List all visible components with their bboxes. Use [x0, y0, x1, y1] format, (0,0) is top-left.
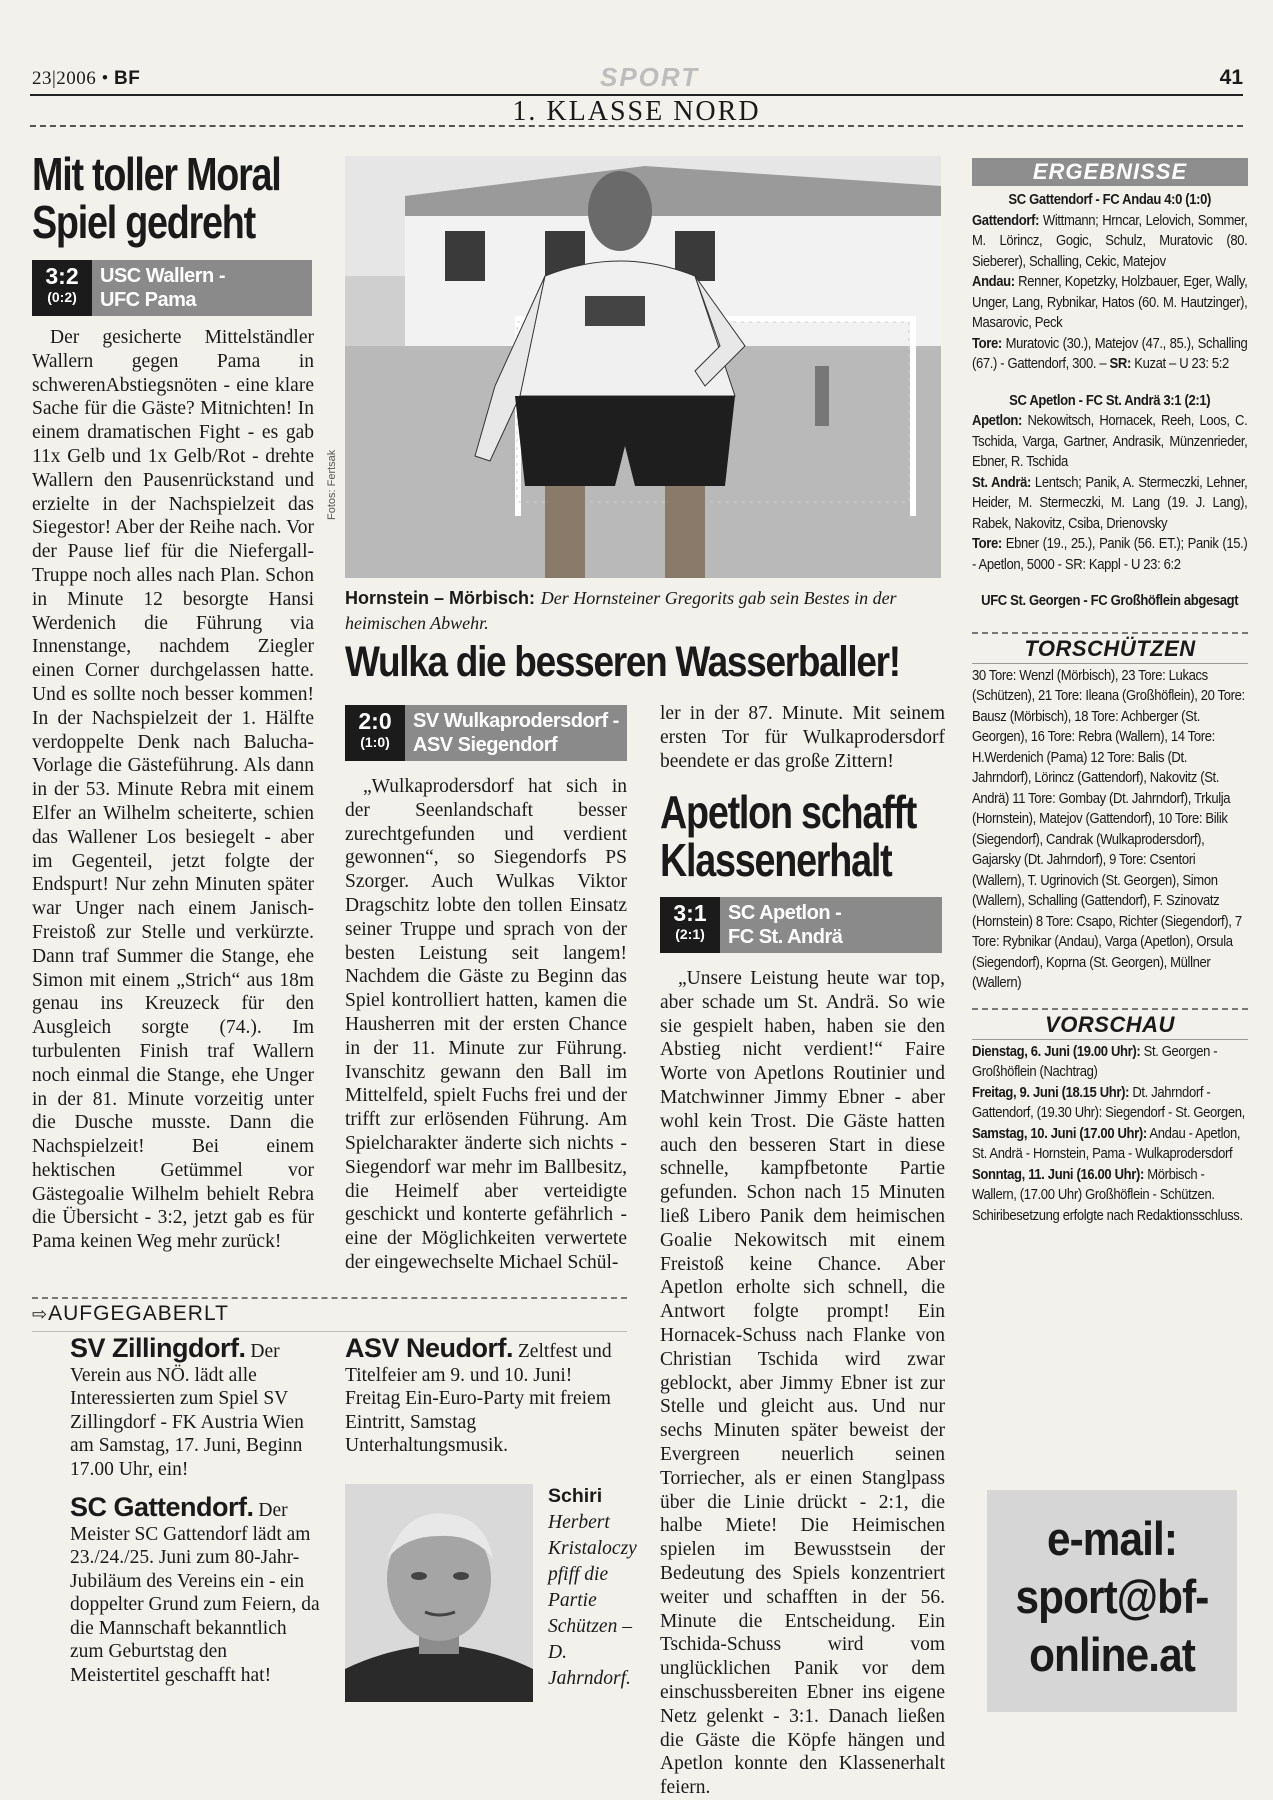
- team-away: UFC Pama: [100, 289, 197, 311]
- referee-photo: [345, 1484, 533, 1702]
- preview-item: Sonntag, 11. Juni (16.00 Uhr): Mörbisch - Wallern, (17.00 Uhr) Großhöflein - Schützen.: [972, 1166, 1215, 1203]
- preview-item: Samstag, 10. Juni (17.00 Uhr): Andau - Apetlon, St. Andrä - Hornstein, Pama - Wulkaprodersdorf: [972, 1125, 1241, 1162]
- photo-credit: Fotos: Fertsak: [326, 449, 338, 520]
- aufgegaberlt-divider: [32, 1297, 627, 1299]
- arrow-right-icon: ⇨: [32, 1304, 49, 1324]
- issue-date: 23|2006 • BF: [32, 68, 141, 89]
- preview-item: Dienstag, 6. Juni (19.00 Uhr): St. Georgen - Großhöflein (Nachtrag): [972, 1043, 1218, 1080]
- preview-list: [972, 1042, 1247, 1227]
- referee-caption: Schiri Herbert Kristaloczy pfiff die Partie Schützen – D. Jahrndorf.: [548, 1485, 637, 1689]
- page-number: 41: [1219, 66, 1243, 89]
- result-game: SC Apetlon - FC St. Andrä 3:1 (2:1) Apetlon: Nekowitsch, Hornacek, Reeh, Loos, C. Tschida, Varga, Gartner, Andrasik, Münzenrieder, Ebner, R. Tschida St. Andrä: Lentsch; Panik, A. Stermeczki, Lehner, Heider, M. Stermeczki, M. Lang (19. J. Lang), Rabek, Nakovitz, Csiba, Drienovsky Tore: Ebner (19., 25.), Panik (56. ET.); Panik (15.) - Apetlon, 5000 - SR: Kappl - U 23: 6:2: [972, 392, 1248, 573]
- team-home: SC Apetlon -: [728, 902, 842, 924]
- league-title: 1. KLASSE NORD: [512, 96, 761, 127]
- preview-note: Schiribesetzung erfolgte nach Redaktionsschluss.: [972, 1207, 1243, 1224]
- team-away: ASV Siegendorf: [413, 734, 558, 756]
- halftime-score: (1:0): [360, 734, 390, 750]
- match-photo: [345, 156, 941, 578]
- email-address[interactable]: e-mail: sport@bf- online.at: [1015, 1512, 1209, 1681]
- notice-item: ASV Neudorf. Zeltfest und Titelfeier am 9. und 10. Juni! Freitag Ein-Euro-Party mit freiem Eintritt, Samstag Unterhaltungsmusik.: [345, 1333, 612, 1456]
- aufgegaberlt-rule: [32, 1331, 627, 1332]
- publication-name: BF: [113, 68, 141, 89]
- article1-headline: Mit toller Moral Spiel gedreht: [32, 148, 281, 249]
- notice-item: SC Gattendorf. Der Meister SC Gattendorf lädt am 23./24./25. Juni zum 80-Jahr-Jubiläum des Vereins ein - ein doppelter Grund zum Feiern, da die Mannschaft bekanntlich zum Geburtstag den Meistertitel geschafft hat!: [70, 1492, 320, 1686]
- result-game: SC Gattendorf - FC Andau 4:0 (1:0) Gattendorf: Wittmann; Hrncar, Lelovich, Sommer, M. Lörincz, Gogic, Schulz, Muratovic (80. Sieberer), Schalling, Cekic, Matejov Andau: Renner, Kopetzky, Holzbauer, Eger, Wally, Unger, Lang, Rybnikar, Hatos (60. M. Hautzinger), Masarovic, Peck Tore: Muratovic (30.), Matejov (47., 85.), Schalling (67.) - Gattendorf, 300. – SR: Kuzat – U 23: 5:2: [972, 192, 1248, 372]
- photo-caption: Hornstein – Mörbisch: Der Hornsteiner Gregorits gab sein Bestes in der heimischen Abwehr.: [345, 588, 897, 633]
- article2-body: „Wulkaprodersdorf hat sich in der Seenlandschaft besser zurechtgefunden und verdient gewonnen“, so Siegendorfs PS Szorger. Auch Wulkas Viktor Dragschitz lobte den tollen Einsatz seiner Truppe und sprach von der besten Leistung seit langem! Nachdem die Gäste zu Beginn das Spiel kontrolliert hatten, kamen die Hausherren mit der ersten Chance in der 11. Minute zur Führung. Ivanschitz gewann den Ball im Mittelfeld, spielt Fuchs frei und der trifft zur erlösenden Führung. Am Spielcharakter änderte sich nichts - Siegendorf war mehr im Ballbesitz, die Heimelf aber verteidigte geschickt und konterte gefährlich - eine der Möglichkeiten verwertete der eingewechselte Michael Schül-: [345, 776, 627, 1273]
- scorers-list: 30 Tore: Wenzl (Mörbisch), 23 Tore: Lukacs (Schützen), 21 Tore: Ileana (Großhöflein), 20 Tore: Bausz (Mörbisch), 18 Tore: Achberger (St. Georgen), 16 Tore: Rebra (Wallern), 14 Tore: H.Werdenich (Pama) 12 Tore: Balis (Dt. Jahrndorf), Lörincz (Gattendorf), Nakovitz (St. Andrä) 11 Tore: Gombay (Dt. Jahrndorf), Trkulja (Hornstein), Matejov (Gattendorf), 10 Tore: Bilik (Siegendorf), Candrak (Wulkaprodersdorf), Gajarsky (Dt. Jahrndorf), 9 Tore: Csentori (Wallern), T. Ugrinovich (St. Georgen), Simon (Wallern), Schalling (Gattendorf), F. Szinovatz (Hornstein) 8 Tore: Csapo, Richter (Siegendorf), 7 Tore: Rybnikar (Andau), Varga (Apetlon), Orsula (Siegendorf), Koprna (St. Georgen), Müllner (Wallern): [972, 667, 1245, 991]
- article1-score-box: [32, 260, 312, 316]
- article2-body-continued: ler in der 87. Minute. Mit seinem ersten Tor für Wulkaprodersdorf beendete er das große Zittern!: [660, 703, 945, 772]
- results-heading: ERGEBNISSE: [972, 158, 1248, 186]
- section-label: SPORT: [600, 62, 700, 92]
- header-divider: [30, 125, 1243, 127]
- article2-score-box: [345, 705, 627, 761]
- halftime-score: (2:1): [675, 926, 705, 942]
- scorers-heading: TORSCHÜTZEN: [972, 632, 1248, 664]
- aufgegaberlt-label: ⇨AUFGEGABERLT: [32, 1302, 229, 1325]
- article2-headline: Wulka die besseren Wasserballer!: [345, 638, 900, 686]
- score: 3:1: [673, 900, 707, 926]
- preview-item: Freitag, 9. Juni (18.15 Uhr): Dt. Jahrndorf - Gattendorf, (19.30 Uhr): Siegendorf - St. Georgen,: [972, 1084, 1245, 1121]
- article3-headline: Apetlon schafft Klassenerhalt: [660, 786, 917, 887]
- article3-score-box: [660, 897, 942, 953]
- result-game: UFC St. Georgen - FC Großhöflein abgesagt: [981, 593, 1239, 609]
- article1-body: Der gesicherte Mittelständler Wallern gegen Pama in schwerenAbstiegsnöten - eine klare Sache für die Gäste? Mitnichten! In einem dramatischen Fight - es gab 11x Gelb und 1x Gelb/Rot - drehte Wallern den Pausenrückstand und erzielte in der Nachspielzeit das Siegestor! Aber der Reihe nach. Vor der Pause lief für die Niefergall-Truppe noch alles nach Plan. Schon in Minute 12 besorgte Hansi Werdenich die Führung via Innenstange, nachdem Ziegler einen Corner durchgelassen hatte. Und es sollte noch besser kommen! In der Nachspielzeit der 1. Hälfte verdoppelte Denk nach Balucha-Vorlage die Gästeführung. Als dann in der 53. Minute Rebra mit einem Elfer an Wilhelm scheiterte, schien das Wallener Los besiegelt - aber im Gegenteil, jetzt folgte der Endspurt! Nur zehn Minuten später war Unger nach einem Janisch-Freistoß zur Stelle und verkürzte. Dann traf Summer die Stange, ehe Simon mit einem „Strich“ aus 18m genau ins Kreuzeck für den Ausgleich sorgte (74.). Im turbulenten Finish traf Wallern noch einmal die Stange, ehe Unger in der 81. Minute vorzeitig unter die Dusche musste. Dann die Nachspielzeit! Bei einem hektischen Getümmel vor Gästegoalie Wilhelm behielt Rebra die Übersicht - 3:2, jetzt gab es für Pama keinen Weg mehr zurück!: [32, 327, 314, 1253]
- notice-item: SV Zillingdorf. Der Verein aus NÖ. lädt alle Interessierten zum Spiel SV Zillingdorf - FK Austria Wien am Samstag, 17. Juni, Beginn 17.00 Uhr, ein!: [70, 1333, 304, 1480]
- score: 3:2: [45, 263, 79, 289]
- team-home: USC Wallern -: [100, 265, 225, 287]
- results-sidebar: [972, 158, 1248, 1718]
- halftime-score: (0:2): [47, 289, 77, 305]
- team-away: FC St. Andrä: [728, 926, 843, 948]
- preview-heading: VORSCHAU: [972, 1008, 1248, 1040]
- article3-body: „Unsere Leistung heute war top, aber schade um St. Andrä. So wie sie gespielt haben, haben sie den Abstieg nicht verdient!“ Faire Worte von Apetlons Routinier und Matchwinner Jimmy Ebner - aber wohl kein Trost. Die Gäste hatten auch den besseren Start in diese schnelle, kampfbetonte Partie gefunden. Schon nach 15 Minuten ließ Libero Panik dem heimischen Goalie Nekowitsch mit einem Freistoß keine Chance. Aber Apetlon erholte sich schnell, die Antwort folgte prompt! Ein Hornacek-Schuss nach Flanke von Christian Tschida wird zwar geblockt, aber Jimmy Ebner ist zur Stelle und gleicht aus. Und nur sechs Minuten später beweist der Evergreen neuerlich seinen Torriecher, als er einen Stanglpass über die Linie drückt - 2:1, die halbe Miete! Die Heimischen spielen im Bewusstsein der Bedeutung des Spiels konzentriert weiter und schafften in der 56. Minute die Entscheidung. Ein Tschida-Schuss wird vom unglücklichen Panik vor dem einschussbereiten Ebner ins eigene Netz gelenkt - 3:1. Danach ließen die Gäste die Köpfe hängen und Apetlon konnte den Klassenerhalt feiern.: [660, 968, 945, 1799]
- score: 2:0: [358, 708, 392, 734]
- team-home: SV Wulkaprodersdorf -: [413, 710, 619, 732]
